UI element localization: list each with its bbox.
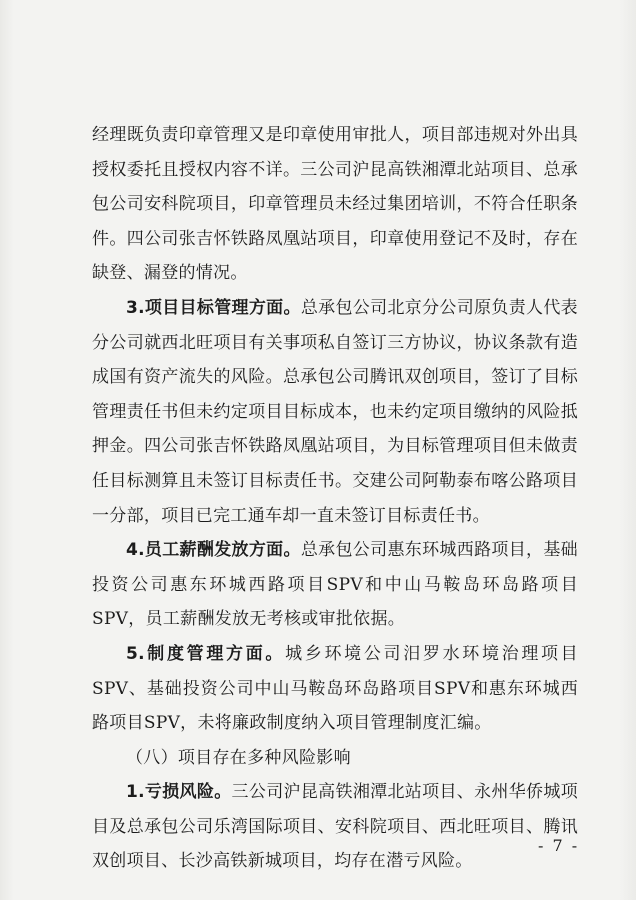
paragraph-text: 城乡环境公司汨罗水环境治理项目SPV、基础投资公司中山马鞍岛环岛路项目SPV和惠东环城西路项目SPV，未将廉政制度纳入项目管理制度汇编。 — [92, 643, 578, 734]
paragraph-text: 总承包公司北京分公司原负责人代表分公司就西北旺项目有关事项私自签订三方协议，协议条款有造成国有资产流失的风险。总承包公司腾讯双创项目，签订了目标管理责任书但未约定项目目标成本，也未约定项目缴纳的风险抵押金。四公司张吉怀铁路凤凰站项目，为目标管理项目但未做责任目标测算且未签订目标责任书。交建公司阿勒泰布喀公路项目一分部，项目已完工通车却一直未签订目标责任书。 — [92, 297, 578, 526]
document-body — [92, 118, 578, 879]
paragraph-heading: 3.项目目标管理方面。 — [126, 297, 301, 318]
paragraph-heading: 1.亏损风险。 — [126, 782, 232, 803]
paragraph-heading: 4.员工薪酬发放方面。 — [126, 540, 301, 561]
paragraph-salary-payment — [92, 533, 578, 637]
paragraph-system-management — [92, 637, 578, 741]
paragraph-loss-risk — [92, 775, 578, 879]
paragraph-text: 经理既负责印章管理又是印章使用审批人，项目部违规对外出具授权委托且授权内容不详。三公司沪昆高铁湘潭北站项目、总承包公司安科院项目，印章管理员未经过集团培训，不符合任职条件。四公司张吉怀铁路凤凰站项目，印章使用登记不及时，存在缺登、漏登的情况。 — [92, 125, 578, 284]
paragraph-heading: 5.制度管理方面。 — [126, 643, 286, 664]
paragraph-target-management — [92, 291, 578, 533]
section-heading: （八）项目存在多种风险影响 — [126, 747, 351, 768]
paragraph-text: 三公司沪昆高铁湘潭北站项目、永州华侨城项目及总承包公司乐湾国际项目、安科院项目、西北旺项目、腾讯双创项目、长沙高铁新城项目，均存在潜亏风险。 — [92, 782, 579, 872]
page-number: - 7 - — [538, 836, 580, 855]
paragraph-seal-management-cont — [92, 118, 578, 291]
paragraph-text: 总承包公司惠东环城西路项目，基础投资公司惠东环城西路项目SPV和中山马鞍岛环岛路项目SPV，员工薪酬发放无考核或审批依据。 — [92, 540, 578, 630]
